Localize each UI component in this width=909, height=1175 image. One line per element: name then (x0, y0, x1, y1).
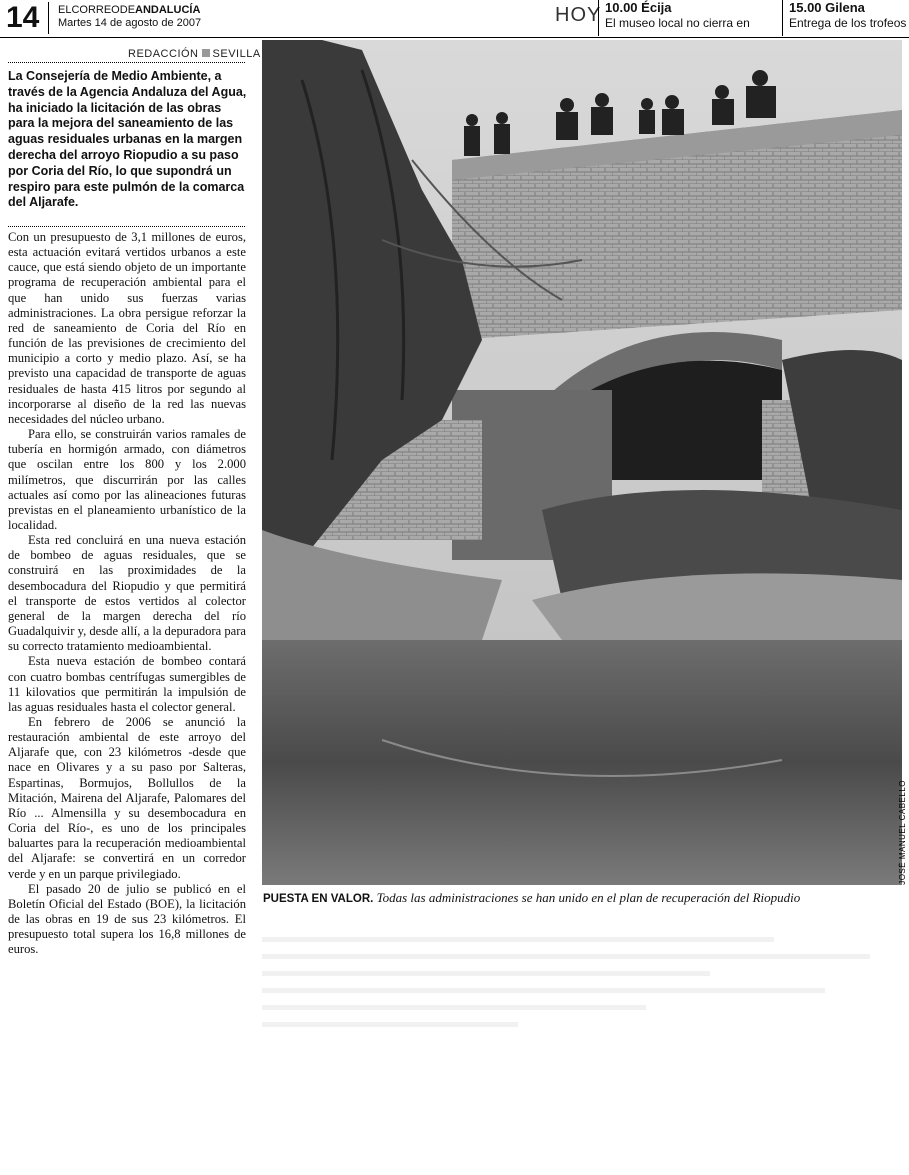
body-paragraph: El pasado 20 de julio se publicó en el Boletín Oficial del Estado (BOE), la licitación de las obras en 19 de sus 23 kilómetros. El presupuesto total supera los 16,8 millones de euros. (8, 881, 246, 957)
header-rule (0, 37, 909, 38)
agenda-place: Écija (641, 0, 672, 15)
page-number: 14 (6, 1, 40, 34)
agenda-desc: El museo local no cierra en (605, 16, 750, 30)
masthead (58, 4, 201, 30)
bridge-photo-image (262, 40, 902, 885)
caption-text: Todas las administraciones se han unido en el plan de recuperación del Riopudio (376, 890, 801, 905)
agenda-item (782, 0, 909, 36)
agenda-time: 10.00 (605, 0, 638, 15)
agenda-place: Gilena (825, 0, 865, 15)
bleed-through-area (262, 925, 902, 1175)
photo-credit: JOSÉ MANUEL CABELLO (898, 780, 907, 885)
paper-name-part: ANDALUCÍA (135, 4, 201, 16)
agenda-item (598, 0, 781, 36)
issue-date: Martes 14 de agosto de 2007 (58, 17, 202, 29)
byline-location: SEVILLA (212, 48, 261, 60)
header-divider (48, 2, 49, 34)
photo-caption (263, 890, 903, 907)
article-body (8, 230, 246, 958)
article-lead: La Consejería de Medio Ambiente, a través de la Agencia Andaluza del Agua, ha iniciado la licitación de las obras para la mejora del saneamiento de las aguas residuales urbanas en la margen derecha del arroyo Riopudio a su paso por Coria del Río, lo que supondrá un respiro para este pulmón de la comarca del Aljarafe. (8, 69, 247, 210)
hoy-label: HOY (555, 4, 602, 26)
agenda-time: 15.00 (789, 0, 822, 15)
bridge-photo (262, 40, 902, 885)
lead-rule (8, 226, 245, 227)
byline-rule (8, 62, 245, 63)
caption-label: PUESTA EN VALOR. (263, 893, 374, 905)
body-paragraph: Esta red concluirá en una nueva estación de bombeo de aguas residuales, que se construirá en las proximidades de la desembocadura del Riopudio y que permitirá el transporte de estos vertidos al colector general de la margen derecha del río Guadalquivir y, desde allí, a la depuradora para su correcto tratamiento medioambiental. (8, 533, 247, 654)
body-paragraph: En febrero de 2006 se anunció la restauración ambiental de este arroyo del Aljarafe que, con 23 kilómetros -desde que nace en Olivares y a su paso por Salteras, Espartinas, Bormujos, Bollullos de la Mitación, Mairena del Aljarafe, Palomares del Río ... Almensilla y su desembocadura en Coria del Río-, es uno de los principales baluartes para la recuperación medioambiental del Aljarafe: se convertirá en un corredor verde y en un parque privilegiado. (8, 715, 246, 881)
body-paragraph: Esta nueva estación de bombeo contará con cuatro bombas centrífugas sumergibles de 11 kilovatios que permitirán la impulsión de las aguas residuales hasta el colector general. (8, 654, 246, 714)
agenda-desc: Entrega de los trofeos (789, 16, 907, 30)
byline-author: REDACCIÓN (128, 48, 199, 60)
paper-name-part: ELCORREO (58, 4, 120, 16)
byline (128, 48, 261, 60)
paper-name-part: DE (119, 4, 136, 16)
square-separator-icon (202, 49, 210, 57)
body-paragraph: Para ello, se construirán varios ramales de tubería en hormigón armado, con diámetros que oscilan entre los 800 y los 2.000 milímetros, que discurrirán por las calles actuales así como por las alineaciones futuras previstas en el planeamiento urbanístico de la localidad. (8, 427, 246, 532)
page-header (0, 0, 909, 38)
body-paragraph: Con un presupuesto de 3,1 millones de euros, esta actuación evitará vertidos urbanos a este cauce, que está siendo objeto de un importante programa de recuperación ambiental para el que han unido sus fuerzas varias administraciones. La obra persigue reforzar la red de saneamiento de Coria del Río en función de las previsiones de crecimiento del municipio a corto y medio plazo. Así, se ha previsto una capacidad de transporte de aguas residuales de hasta 415 litros por segundo al incorporarse al diseño de la red las nuevas necesidades del núcleo urbano. (8, 230, 246, 426)
